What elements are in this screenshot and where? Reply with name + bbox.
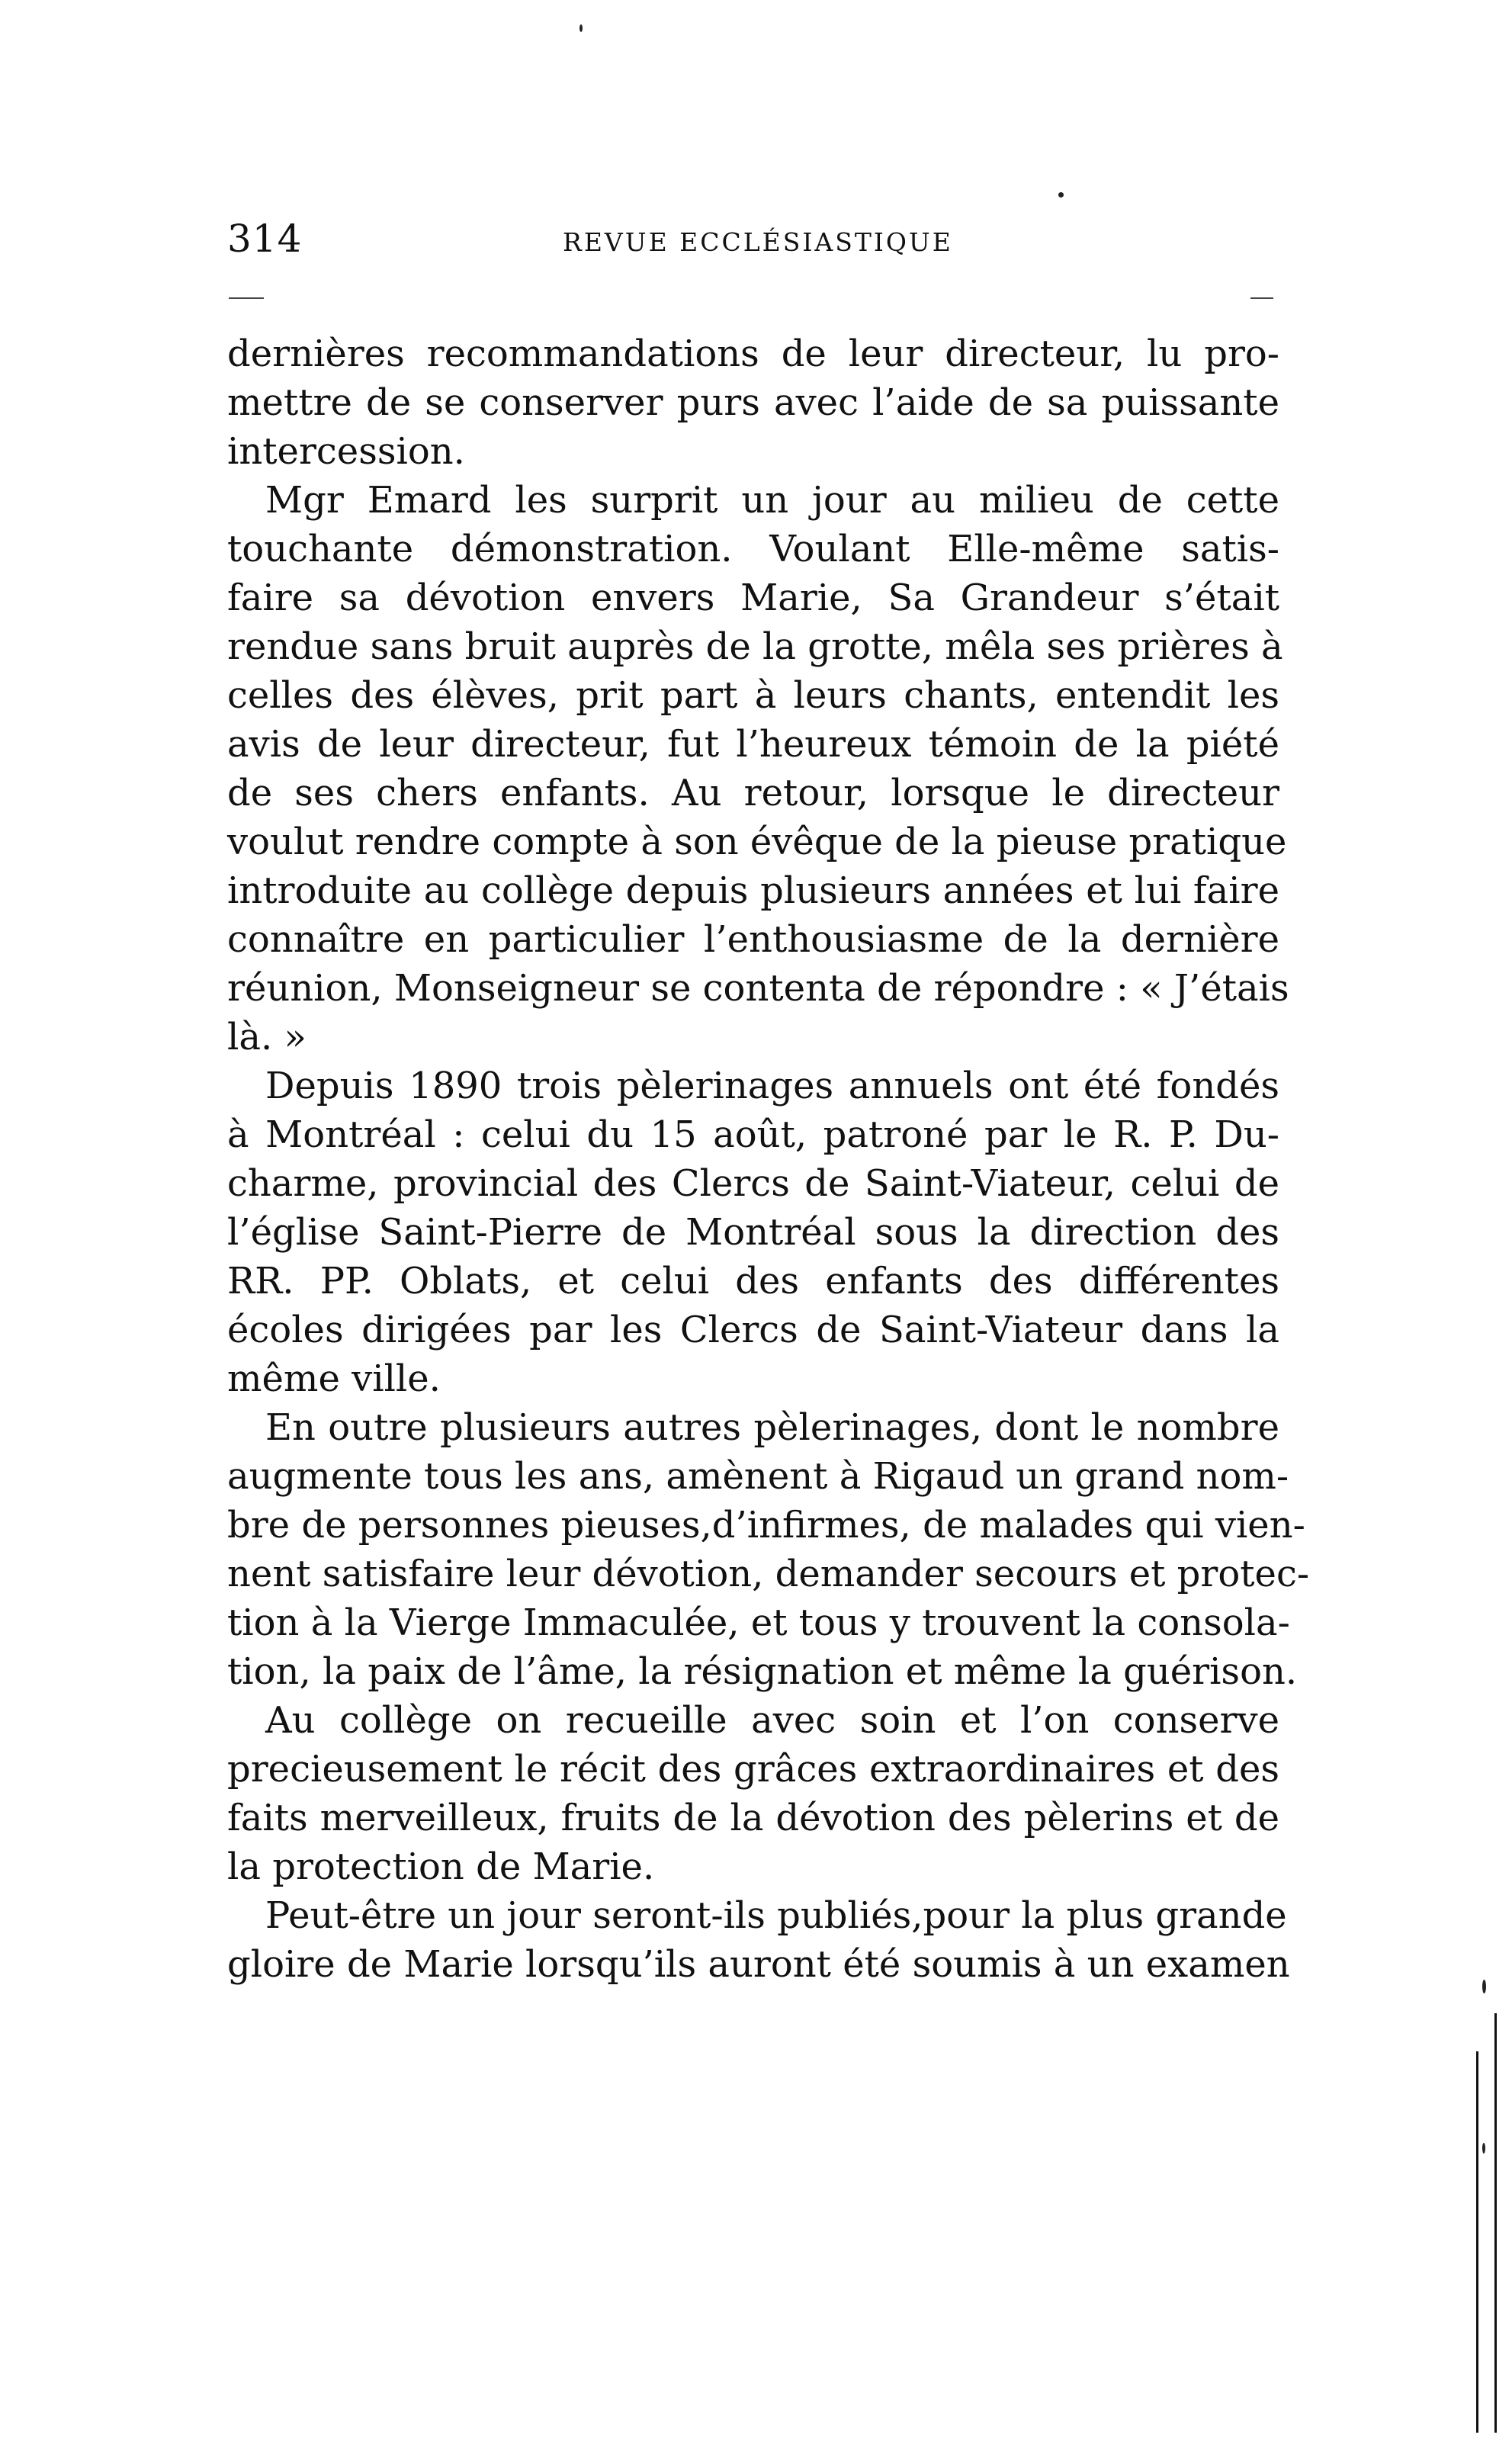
text-line: même ville. [227,1357,441,1400]
text-line: réunion, Monseigneur se contenta de répondre : « J’étais [227,967,1289,1010]
ink-speck [579,24,583,32]
text-line: precieusement le récit des grâces extraordinaires et des [227,1748,1279,1791]
text-line: dernières recommandations de leur directeur, lu pro- [227,332,1279,375]
text-line: tion à la Vierge Immaculée, et tous y trouvent la consola- [227,1601,1290,1644]
running-title: REVUE ECCLÉSIASTIQUE [563,227,953,257]
body-text [227,329,1310,1989]
ink-speck [1482,2143,1485,2154]
text-line: introduite au collège depuis plusieurs années et lui faire [227,869,1279,912]
text-line: voulut rendre compte à son évêque de la pieuse pratique [227,821,1287,863]
text-line: connaître en particulier l’enthousiasme de la dernière [227,918,1279,961]
text-line: Au collège on recueille avec soin et l’on conserve [265,1699,1279,1742]
text-line: mettre de se conserver purs avec l’aide de sa puissante [227,381,1279,424]
scan-edge-rule [1476,2051,1478,2433]
header-rule-mark-right [1250,297,1273,299]
text-line: de ses chers enfants. Au retour, lorsque le directeur [227,772,1279,814]
text-line: charme, provincial des Clercs de Saint-Viateur, celui de [227,1162,1279,1205]
text-line: avis de leur directeur, fut l’heureux témoin de la piété [227,723,1279,766]
text-line: faits merveilleux, fruits de la dévotion des pèlerins et de [227,1797,1279,1839]
text-line: nent satisfaire leur dévotion, demander secours et protec- [227,1553,1310,1595]
text-line: touchante démonstration. Voulant Elle-même satis- [227,528,1279,570]
text-line: celles des élèves, prit part à leurs chants, entendit les [227,674,1279,717]
text-line: Depuis 1890 trois pèlerinages annuels ont été fondés [265,1065,1279,1107]
text-line: à Montréal : celui du 15 août, patroné par le R. P. Du- [227,1113,1279,1156]
text-line: bre de personnes pieuses,d’infirmes, de malades qui vien- [227,1504,1305,1547]
text-line: tion, la paix de l’âme, la résignation et même la guérison. [227,1650,1298,1693]
text-line: Mgr Emard les surprit un jour au milieu de cette [265,479,1279,522]
text-line: augmente tous les ans, amènent à Rigaud un grand nom- [227,1455,1289,1498]
header-rule-mark-left [229,297,264,299]
text-line: intercession. [227,430,465,473]
page-header [227,217,1279,270]
text-line: là. » [227,1016,307,1058]
text-line: faire sa dévotion envers Marie, Sa Grandeur s’était [227,577,1279,619]
text-line: rendue sans bruit auprès de la grotte, mêla ses prières à [227,625,1283,668]
text-line: l’église Saint-Pierre de Montréal sous la direction des [227,1211,1279,1254]
ink-speck [1058,192,1064,198]
ink-speck [1482,1980,1486,1993]
scan-edge-rule [1494,2013,1497,2433]
text-line: En outre plusieurs autres pèlerinages, dont le nombre [265,1406,1279,1449]
text-line: RR. PP. Oblats, et celui des enfants des différentes [227,1260,1279,1303]
text-line: Peut-être un jour seront-ils publiés,pour la plus grande [265,1894,1287,1937]
text-line: gloire de Marie lorsqu’ils auront été soumis à un examen [227,1943,1290,1986]
text-line: la protection de Marie. [227,1845,655,1888]
page-number: 314 [227,217,303,261]
text-line: écoles dirigées par les Clercs de Saint-Viateur dans la [227,1309,1279,1351]
